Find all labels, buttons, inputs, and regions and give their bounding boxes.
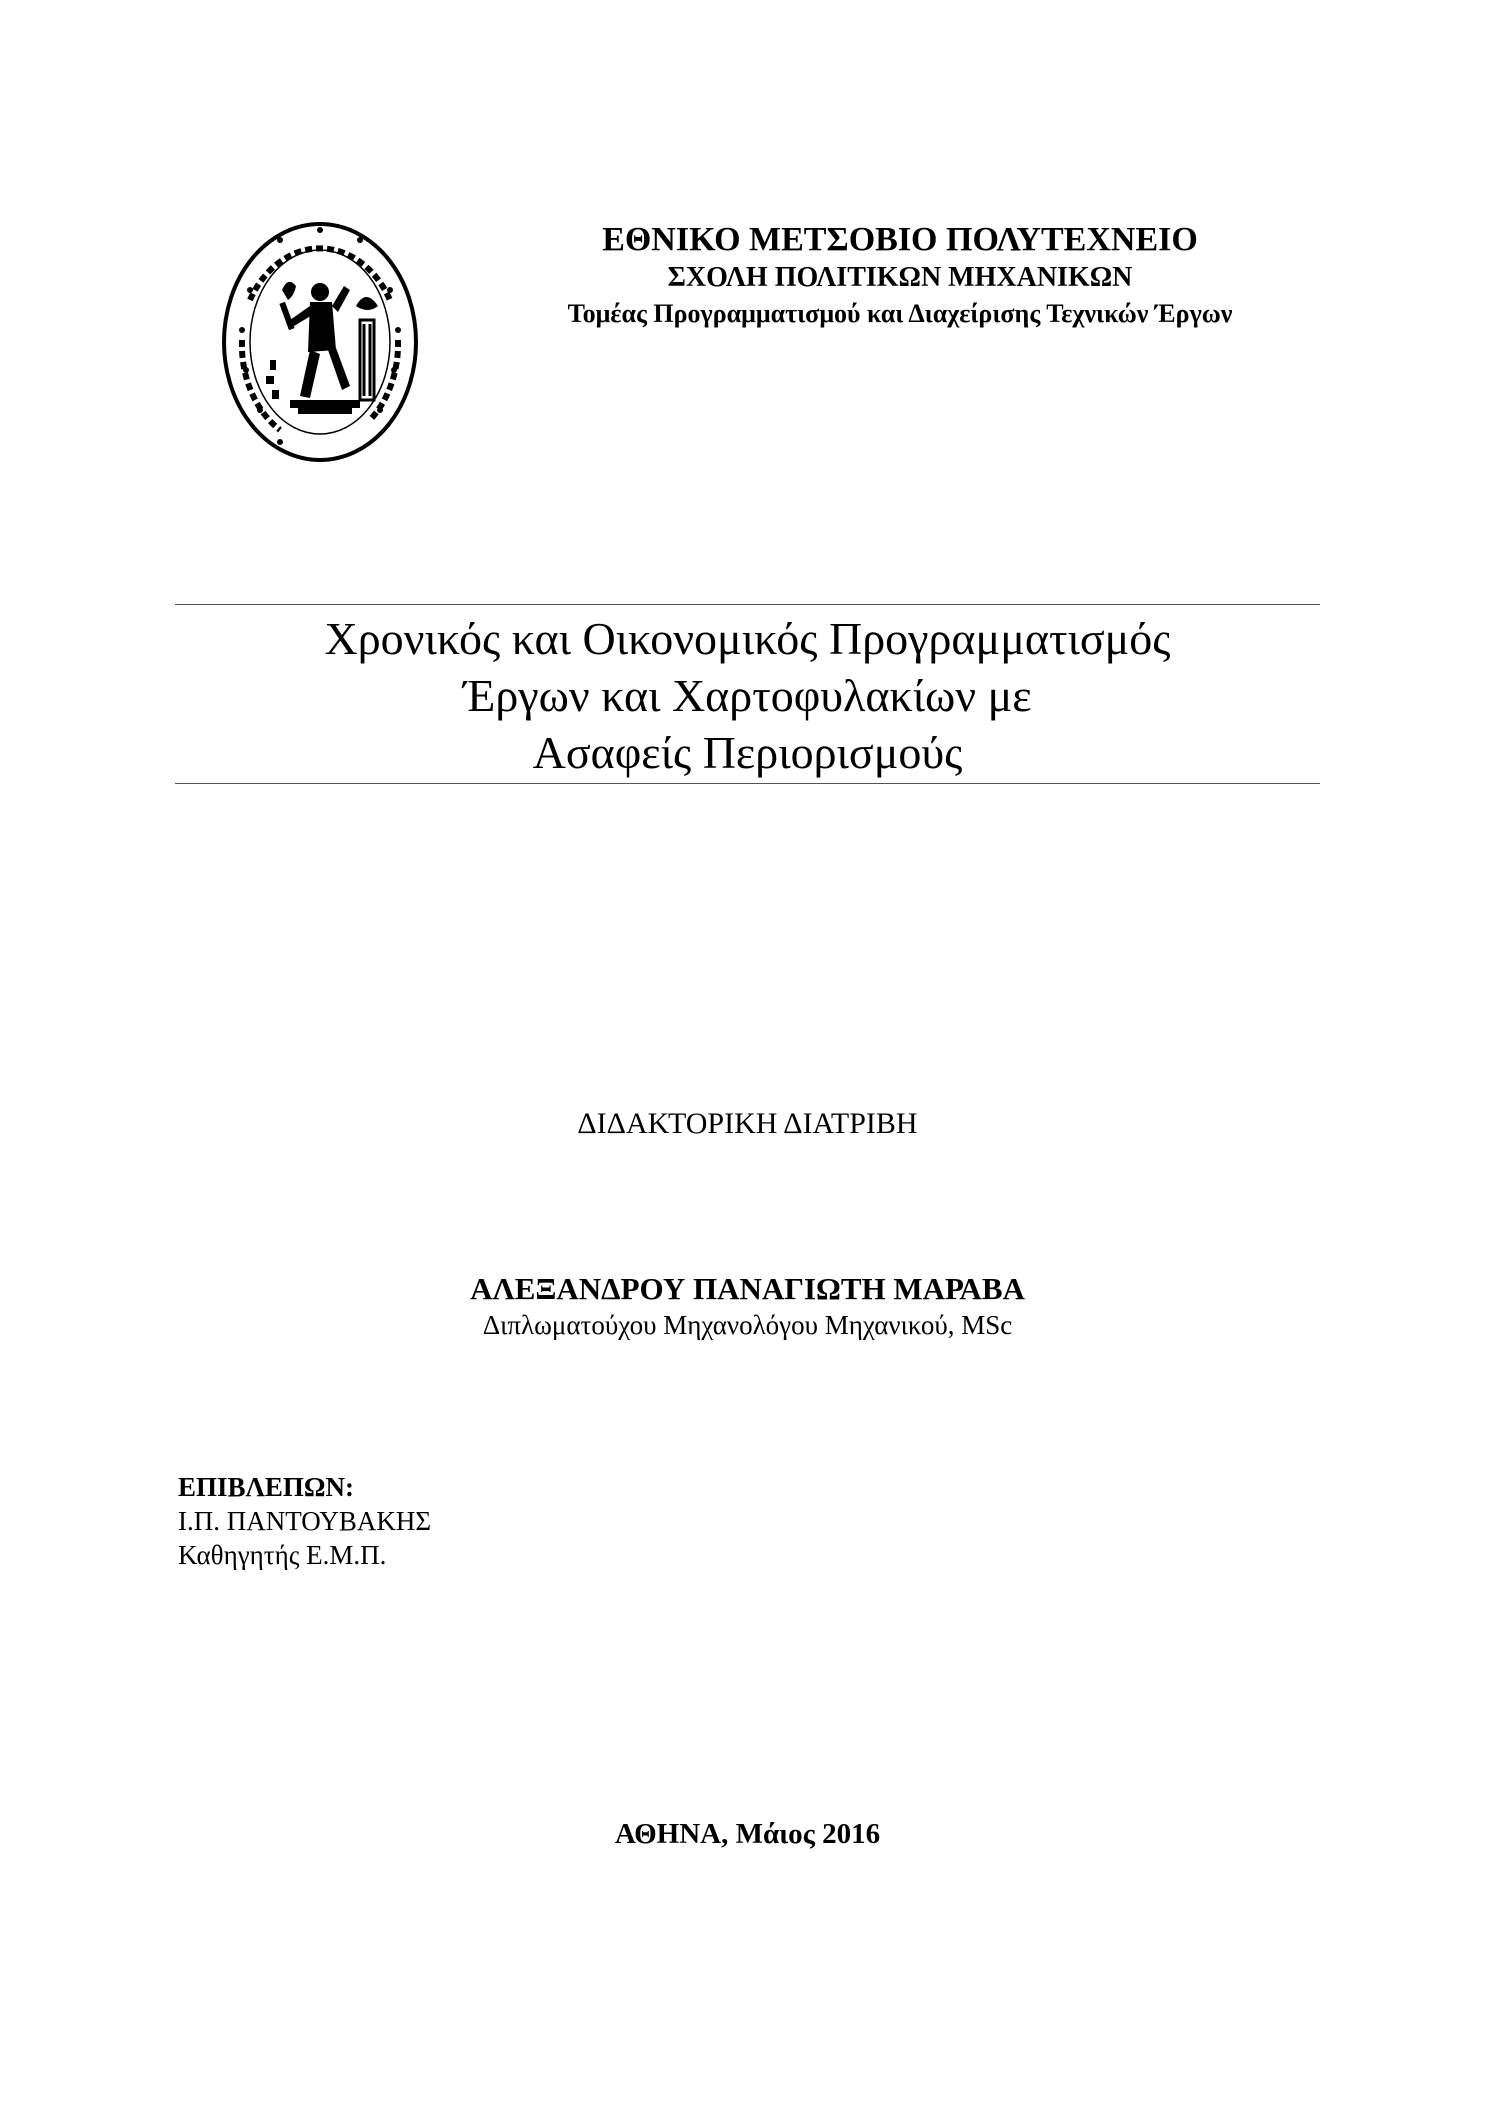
institution-header — [480, 220, 1320, 332]
thesis-title-line-3: Ασαφείς Περιορισμούς — [532, 727, 963, 778]
author-degree: Διπλωματούχου Μηχανολόγου Μηχανικού, MSc — [482, 1310, 1013, 1340]
institution-name: ΕΘΝΙΚΟ ΜΕΤΣΟΒΙΟ ΠΟΛΥΤΕΧΝΕΙΟ — [602, 221, 1198, 258]
supervisor-block — [178, 1470, 778, 1572]
place-date: ΑΘΗΝΑ, Μάιος 2016 — [614, 1818, 881, 1850]
title-top-rule — [175, 604, 1320, 605]
supervisor-name: Ι.Π. ΠΑΝΤΟΥΒΑΚΗΣ — [178, 1506, 432, 1536]
document-type: ΔΙΔΑΚΤΟΡΙΚΗ ΔΙΑΤΡΙΒΗ — [577, 1107, 918, 1140]
ntua-seal-icon — [220, 220, 420, 464]
author-block — [175, 1270, 1320, 1342]
thesis-title — [175, 610, 1320, 781]
department-name: Τομέας Προγραμματισμού και Διαχείρισης Τεχνικών Έργων — [567, 299, 1233, 328]
supervisor-title: Καθηγητής Ε.Μ.Π. — [178, 1540, 387, 1570]
author-name: ΑΛΕΞΑΝΔΡΟΥ ΠΑΝΑΓΙΩΤΗ ΜΑΡΑΒΑ — [470, 1271, 1025, 1306]
supervisor-label: ΕΠΙΒΛΕΠΩΝ: — [178, 1472, 355, 1502]
thesis-title-line-2: Έργων και Χαρτοφυλακίων με — [463, 670, 1032, 721]
school-name: ΣΧΟΛΗ ΠΟΛΙΤΙΚΩΝ ΜΗΧΑΝΙΚΩΝ — [667, 262, 1133, 293]
title-bottom-rule — [175, 783, 1320, 784]
thesis-title-line-1: Χρονικός και Οικονομικός Προγραμματισμός — [324, 613, 1171, 664]
